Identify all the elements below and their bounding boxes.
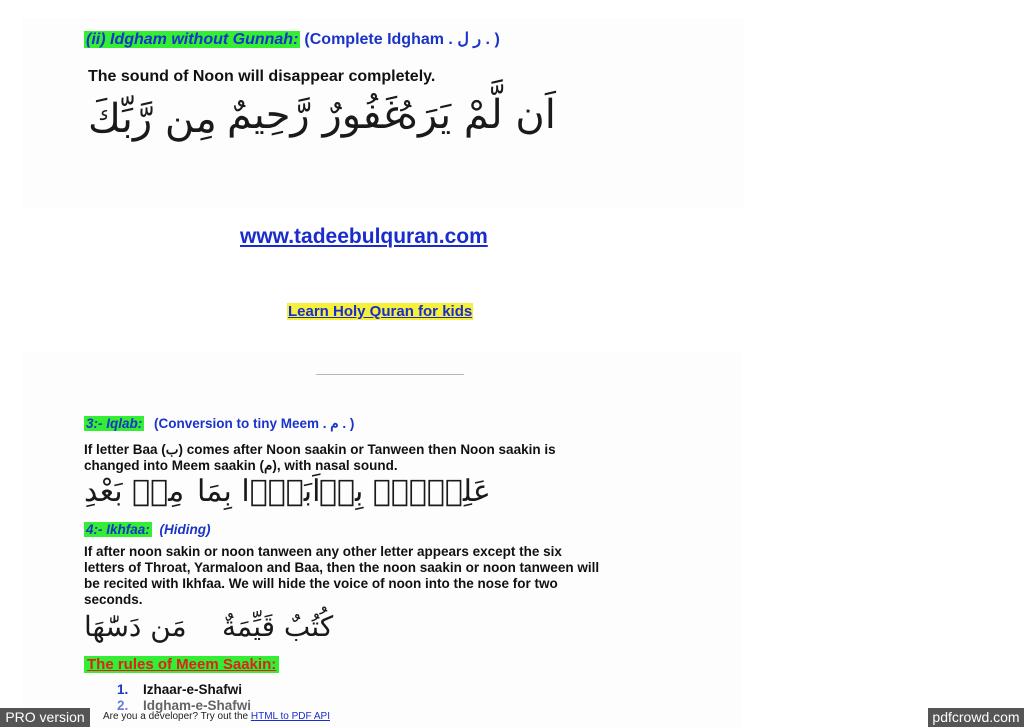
idgham-heading-tag: (ii) Idgham without Gunnah:: [86, 31, 299, 48]
arabic-example-2: غَفُورٌ رَّحِيمٌ: [227, 92, 404, 138]
developer-promo-text: Are you a developer? Try out the: [103, 711, 249, 722]
meem-saakin-heading: The rules of Meem Saakin:: [84, 656, 279, 673]
developer-promo: [103, 711, 330, 722]
meem-rule-2-label: Idgham-e-Shafwi: [143, 698, 252, 713]
html-to-pdf-api-link[interactable]: HTML to PDF API: [250, 711, 330, 722]
ikhfaa-arabic-1: مَن دَسّٰهَا: [84, 610, 187, 643]
pro-version-badge[interactable]: PRO version: [0, 708, 90, 727]
ikhfaa-line-4: seconds.: [84, 592, 143, 607]
arabic-example-1: مِن رَّبِّكَ: [88, 96, 217, 142]
iqlab-arabic-3: عَلِيۡمٌۢ بِهٖ: [319, 474, 491, 509]
iqlab-line-1: If letter Baa (ب) comes after Noon saakin or Tanween then Noon saakin is: [84, 442, 556, 457]
ikhfaa-line-3: be recited with Ikhfaa. We will hide the voice of noon into the nose for two: [84, 576, 558, 591]
idgham-heading-rest: (Complete Idgham . ر ل . ): [304, 31, 500, 48]
meem-rule-1-number: 1.: [117, 682, 129, 697]
idgham-paragraph: The sound of Noon will disappear completely.: [88, 68, 436, 85]
site-link[interactable]: www.tadeebulquran.com: [240, 225, 488, 248]
ikhfaa-line-1: If after noon sakin or noon tanween any other letter appears except the six: [84, 544, 562, 559]
divider: [316, 374, 464, 375]
iqlab-heading-rest: (Conversion to tiny Meem . م . ): [154, 416, 355, 431]
meem-rule-1-label: Izhaar-e-Shafwi: [143, 682, 243, 697]
bottom-lesson-image: [22, 352, 742, 727]
meem-rule-2-number: 2.: [117, 698, 129, 713]
iqlab-arabic-1: مِنۢ بَعْدِ: [84, 474, 185, 509]
ikhfaa-heading-tag: 4:- Ikhfaa:: [86, 522, 150, 537]
iqlab-heading: [84, 416, 354, 432]
meem-rule-1: [117, 682, 242, 697]
ikhfaa-arabic-2: كُتُبٌ قَيِّمَةٌ: [222, 610, 334, 643]
top-lesson-image: [22, 18, 744, 208]
ikhfaa-line-2: letters of Throat, Yarmaloon and Baa, then the noon saakin or noon tanween will: [84, 560, 600, 575]
pdfcrowd-badge[interactable]: pdfcrowd.com: [928, 708, 1024, 727]
iqlab-heading-tag: 3:- Iqlab:: [86, 416, 143, 431]
ikhfaa-heading: [84, 522, 211, 537]
kids-link[interactable]: Learn Holy Quran for kids: [288, 303, 473, 320]
idgham-heading: [84, 30, 500, 50]
arabic-example-3: اَن لَّمْ يَرَهُ: [397, 92, 556, 138]
iqlab-arabic-2: اَبَدًۢا بِمَا: [197, 474, 321, 509]
ikhfaa-heading-rest: (Hiding): [159, 522, 211, 537]
iqlab-line-2: changed into Meem saakin (م), with nasal sound.: [84, 458, 398, 473]
